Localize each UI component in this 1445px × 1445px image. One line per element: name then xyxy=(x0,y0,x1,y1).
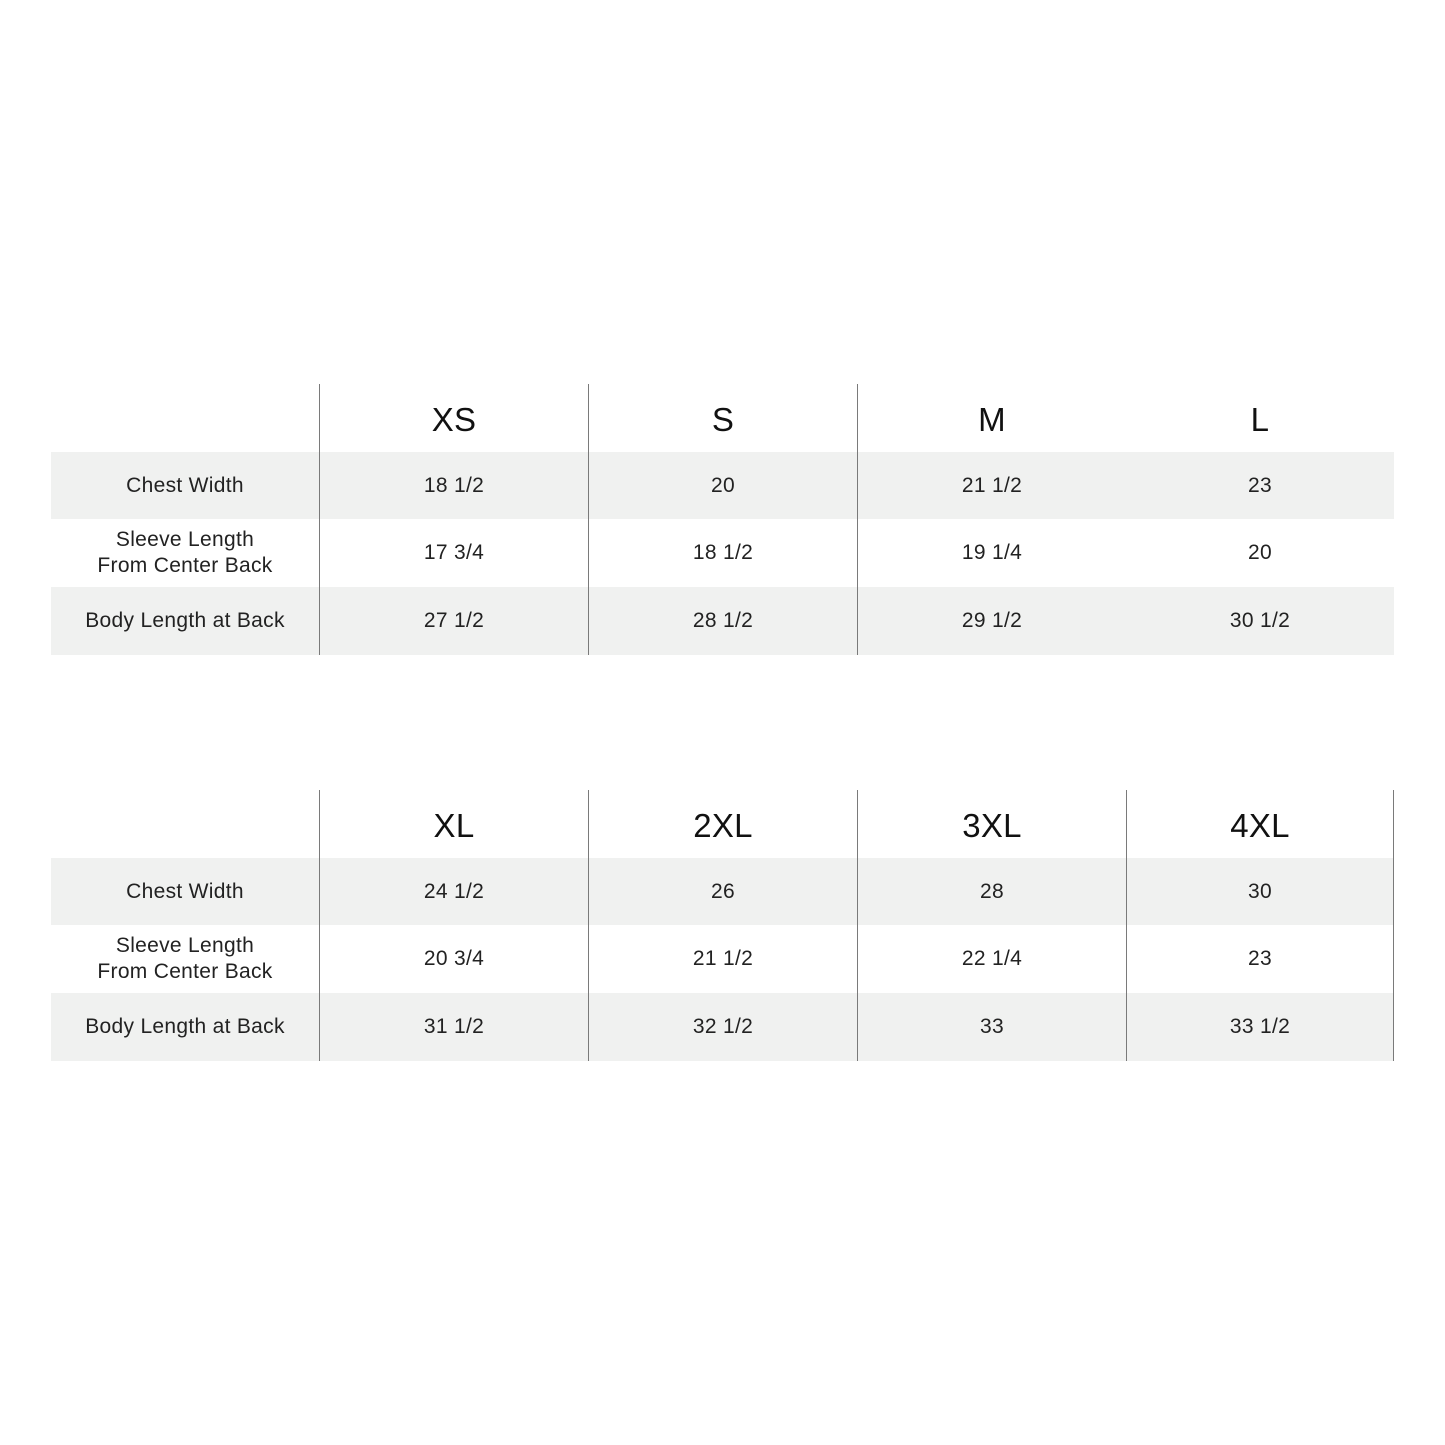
value-cell: 32 1/2 xyxy=(588,993,857,1061)
row-label-line: Body Length at Back xyxy=(85,1015,285,1038)
value-cell: 20 xyxy=(1248,541,1272,564)
value-cell: 23 xyxy=(1126,925,1394,993)
row-label-chest-width xyxy=(51,452,319,519)
value-cell: 20 xyxy=(588,452,857,519)
value-cell: 30 1/2 xyxy=(1126,587,1394,655)
row-label-line: From Center Back xyxy=(97,554,273,577)
row-label-line: Sleeve Length xyxy=(115,528,255,551)
row-label-sleeve-length xyxy=(51,925,319,993)
size-header-s: S xyxy=(588,384,857,452)
value-cell: 23 xyxy=(1126,452,1394,519)
row-label-body-length xyxy=(51,587,319,655)
size-chart-table-1 xyxy=(51,384,1394,655)
row-label-line: Body Length at Back xyxy=(85,609,285,632)
value-cell: 17 3/4 xyxy=(319,519,588,587)
size-header-xl: XL xyxy=(319,790,588,858)
value-cell: 30 xyxy=(1126,858,1394,925)
value-cell: 21 1/2 xyxy=(857,452,1126,519)
size-header-2xl: 2XL xyxy=(588,790,857,858)
size-header-4xl: 4XL xyxy=(1126,790,1394,858)
corner-cell xyxy=(51,790,319,858)
size-chart-table-2 xyxy=(51,790,1394,1061)
size-header-xs: XS xyxy=(319,384,588,452)
value-cell: 31 1/2 xyxy=(319,993,588,1061)
row-label-sleeve-length xyxy=(51,519,319,587)
value-cell: 28 1/2 xyxy=(588,587,857,655)
value-cell: 18 1/2 xyxy=(319,452,588,519)
row-label-body-length xyxy=(51,993,319,1061)
row-label-line: From Center Back xyxy=(97,960,273,983)
value-cell: 21 1/2 xyxy=(588,925,857,993)
value-cell: 20 3/4 xyxy=(319,925,588,993)
corner-cell xyxy=(51,384,319,452)
value-cell: 27 1/2 xyxy=(319,587,588,655)
size-header-3xl: 3XL xyxy=(857,790,1126,858)
row-label-line: Chest Width xyxy=(126,473,244,497)
value-cell: 26 xyxy=(588,858,857,925)
value-cell: 33 xyxy=(857,993,1126,1061)
value-cell: 19 1/4 xyxy=(857,519,1126,587)
value-cell: 28 xyxy=(857,858,1126,925)
row-label-chest-width xyxy=(51,858,319,925)
row-label-line: Sleeve Length xyxy=(115,934,255,957)
value-cell: 33 1/2 xyxy=(1126,993,1394,1061)
value-cell: 29 1/2 xyxy=(857,587,1126,655)
size-header-l: L xyxy=(1250,401,1270,438)
row-label-line: Chest Width xyxy=(126,879,244,903)
value-cell: 24 1/2 xyxy=(319,858,588,925)
value-cell: 22 1/4 xyxy=(857,925,1126,993)
size-header-m: M xyxy=(857,384,1126,452)
value-cell: 18 1/2 xyxy=(588,519,857,587)
